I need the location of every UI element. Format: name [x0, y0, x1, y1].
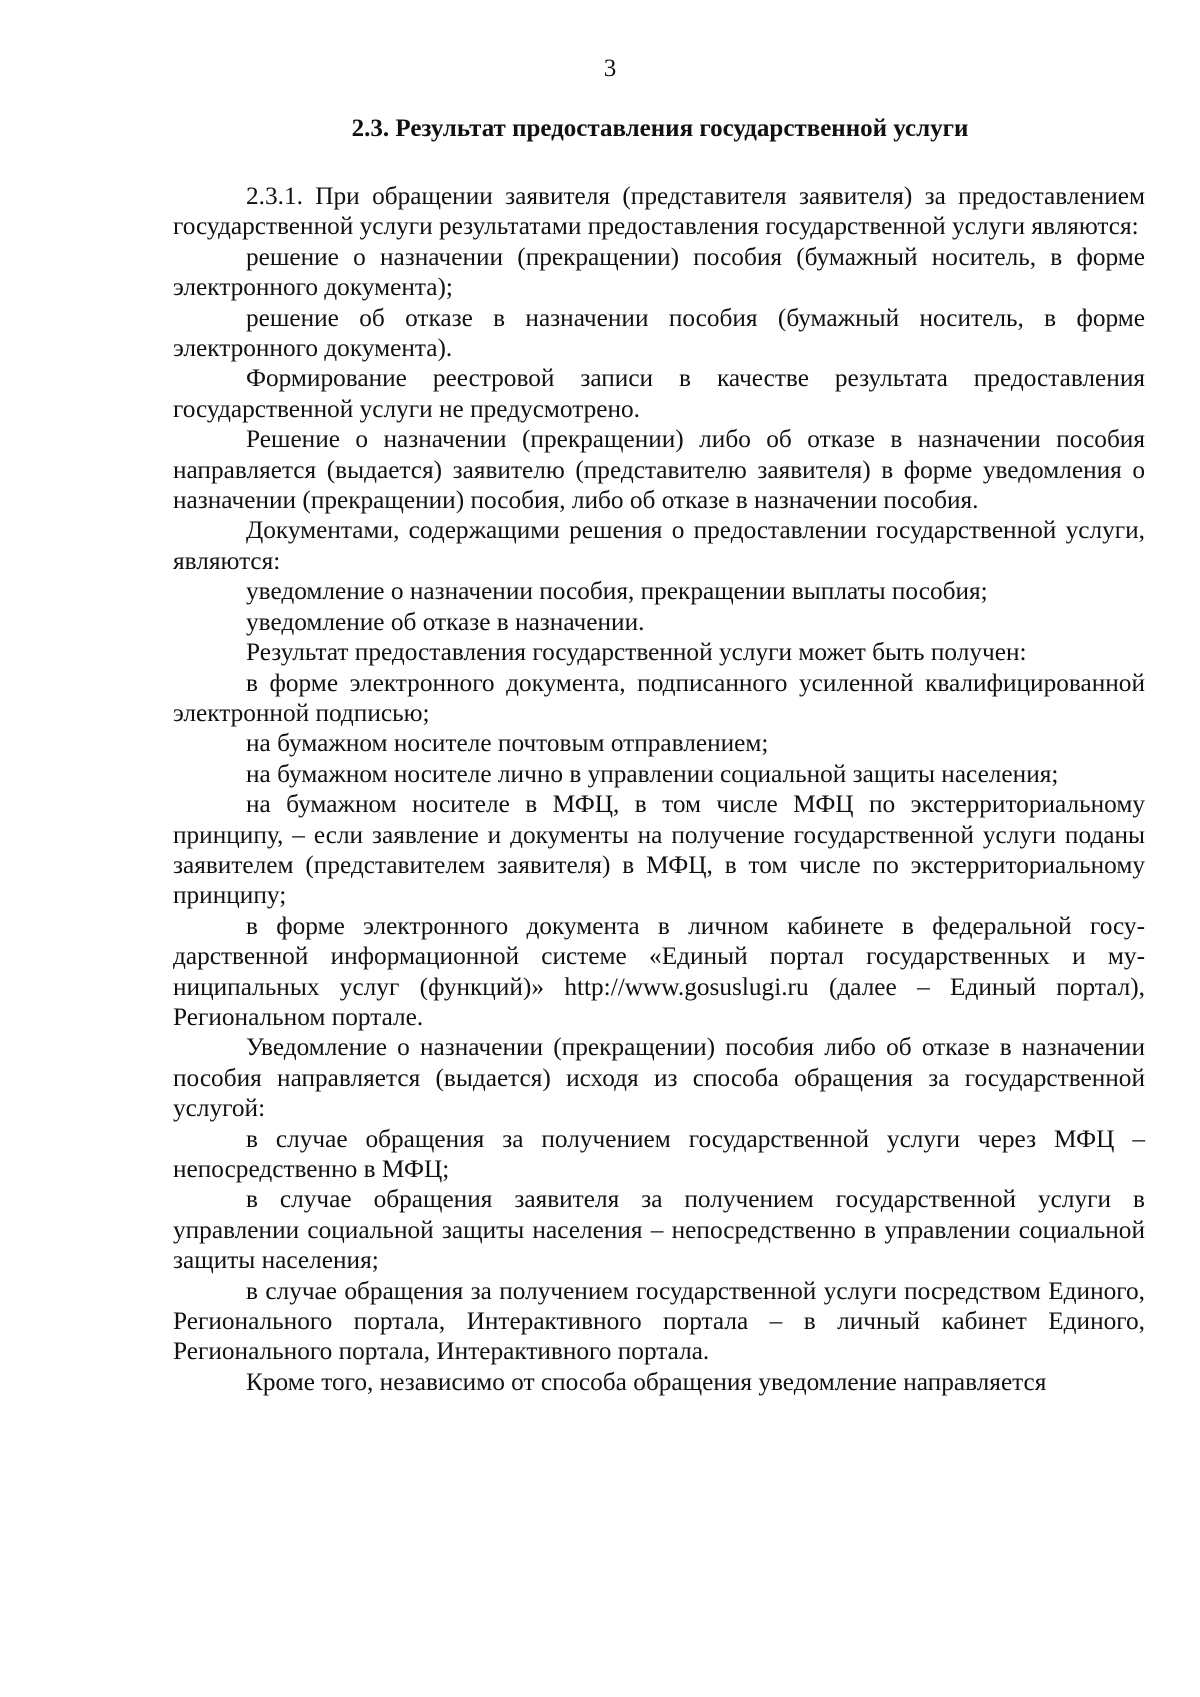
paragraph: в форме электронного документа, подписанного усиленной квалифицированной электронной подписью;: [173, 668, 1145, 727]
paragraph: в случае обращения за получением государственной услуги через МФЦ – непосредственно в МФЦ;: [173, 1124, 1145, 1183]
paragraph: Уведомление о назначении (прекращении) пособия либо об отказе в назначении пособия направляется (выдается) исходя из способа обращения за государственной услугой:: [173, 1033, 1145, 1123]
page-number: 3: [603, 55, 617, 82]
paragraph: в случае обращения заявителя за получением государственной услуги в управлении социальной защиты населения – непосредственно в управлении социальной защиты населения;: [173, 1185, 1145, 1275]
section-heading: 2.3. Результат предоставления государственной услуги: [351, 115, 969, 142]
paragraph: уведомление об отказе в назначении.: [246, 607, 645, 636]
paragraph: Кроме того, независимо от способа обращения уведомление направляется: [246, 1367, 1047, 1396]
paragraph: на бумажном носителе почтовым отправлением;: [246, 729, 769, 758]
paragraph: решение о назначении (прекращении) пособия (бумажный носитель, в форме электронного документа);: [173, 242, 1145, 302]
paragraph: на бумажном носителе лично в управлении социальной защиты населения;: [246, 759, 1059, 788]
paragraph: Формирование реестровой записи в качестве результата предоставления государственной услуги не предусмотрено.: [173, 364, 1145, 423]
paragraph: решение об отказе в назначении пособия (бумажный носитель, в форме электронного документа).: [173, 303, 1145, 363]
paragraph: Решение о назначении (прекращении) либо об отказе в назначении пособия направляется (выдается) заявителю (представителю заявителя) в форме уведомления о назначении (прекращении) пособия, либо об отказе в назначении пособия.: [173, 425, 1145, 515]
document-body: [173, 181, 1145, 1397]
paragraph: 2.3.1. При обращении заявителя (представителя заявителя) за предоставлением государственной услуги результатами предоставления государственной услуги являются:: [173, 182, 1145, 241]
paragraph: в форме электронного документа в личном кабинете в федеральной государственной информационной системе «Единый портал государственных и муниципальных услуг (функций)» http://www.gosuslugi.ru (далее – Единый портал), Региональном портале.: [173, 911, 1145, 1031]
paragraph: уведомление о назначении пособия, прекращении выплаты пособия;: [246, 577, 988, 606]
paragraph: на бумажном носителе в МФЦ, в том числе МФЦ по экстерриториальному принципу, – если заявление и документы на получение государственной услуги поданы заявителем (представителем заявителя) в МФЦ, в том числе по экстерриториальному принципу;: [173, 790, 1145, 910]
paragraph: Результат предоставления государственной услуги может быть получен:: [246, 638, 1027, 667]
paragraph: в случае обращения за получением государственной услуги посредством Единого, Регионального портала, Интерактивного портала – в личный кабинет Единого, Регионального портала, Интерактивного портала.: [173, 1276, 1145, 1366]
paragraph: Документами, содержащими решения о предоставлении государственной услуги, являются:: [173, 516, 1145, 575]
